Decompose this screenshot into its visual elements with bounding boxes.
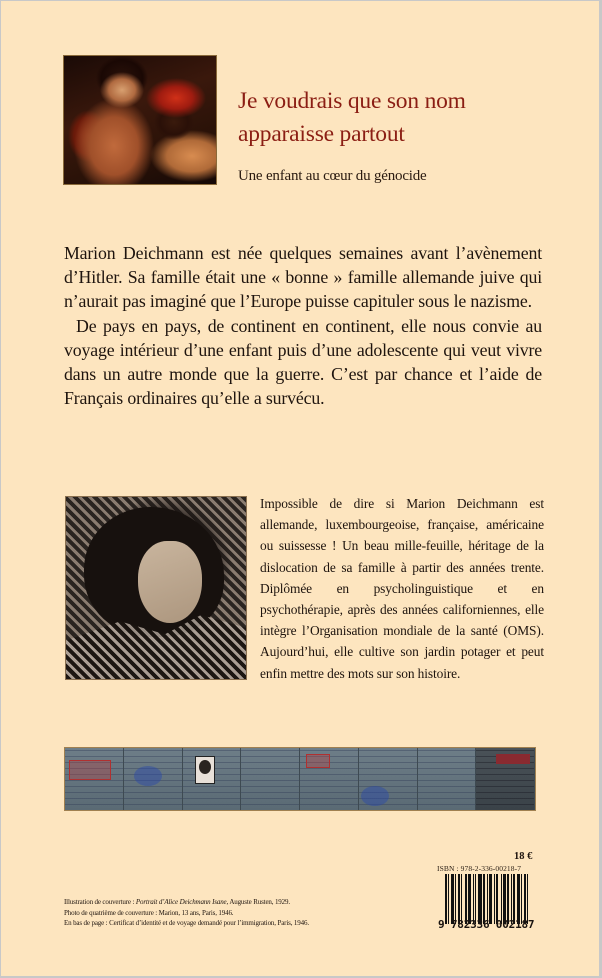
red-stamp-icon	[69, 760, 111, 780]
doc-panel	[418, 748, 477, 810]
red-label-icon	[496, 754, 530, 764]
author-bio: Impossible de dire si Marion Deichmann est allemande, luxembourgeoise, française, américaine ou suissesse ! Un beau mille-feuille, héritage de la dislocation de sa famille à partir des années trente. Diplômée en psycholinguistique et en psychothérapie, après des années californiennes, elle intègre l’Organisation mondiale de la santé (OMS). Aujourd’hui, elle cultive son jardin potager et peut enfin mettre des mots sur son histoire.	[260, 496, 544, 681]
doc-panel	[300, 748, 359, 810]
credit-line-cover: Illustration de couverture : Portrait d’Alice Deichmann Isane, Auguste Rusten, 1929.	[64, 898, 290, 906]
author-photo-face	[138, 541, 202, 623]
doc-panel	[476, 748, 535, 810]
doc-panel	[65, 748, 124, 810]
doc-panel	[124, 748, 183, 810]
book-blurb	[64, 241, 542, 410]
barcode-bars-icon	[445, 874, 537, 924]
book-subtitle: Une enfant au cœur du génocide	[238, 168, 427, 184]
price: 18 €	[514, 851, 533, 862]
image-credits	[64, 897, 424, 929]
blue-stamp-icon	[134, 766, 162, 786]
blurb-paragraph: Marion Deichmann est née quelques semaines avant l’avènement d’Hitler. Sa famille était une « bonne » famille allemande juive qui n’aurait pas imaginé que l’Europe puisse capituler sous le nazisme.	[64, 243, 542, 312]
id-photo-icon	[195, 756, 215, 784]
title-line-1: Je voudrais que son nom	[238, 88, 466, 114]
author-photo	[65, 496, 247, 680]
identity-document-strip	[64, 747, 536, 811]
title-line-2: apparaisse partout	[238, 121, 405, 147]
book-back-cover	[1, 1, 599, 976]
blurb-paragraph: De pays en pays, de continent en continent, elle nous convie au voyage intérieur d’une enfant puis d’une adolescente qui veut vivre dans un autre monde que la guerre. C’est par chance et l’aide de Français ordinaires qu’elle a survécu.	[64, 315, 542, 409]
cover-painting-image	[63, 55, 217, 185]
doc-panel	[241, 748, 300, 810]
credit-line-bottom: En bas de page : Certificat d’identité et de voyage demandé pour l’immigration, Paris, 1946.	[64, 919, 309, 928]
book-title	[238, 85, 578, 151]
doc-panel	[183, 748, 242, 810]
barcode-digits: 9 782336 002187	[438, 918, 535, 931]
credit-line-back-photo: Photo de quatrième de couverture : Marion, 13 ans, Paris, 1946.	[64, 908, 234, 917]
barcode	[438, 874, 538, 932]
doc-panel	[359, 748, 418, 810]
isbn: ISBN : 978-2-336-00218-7	[437, 864, 522, 873]
red-stamp-icon	[306, 754, 330, 768]
blue-stamp-icon	[361, 786, 389, 806]
